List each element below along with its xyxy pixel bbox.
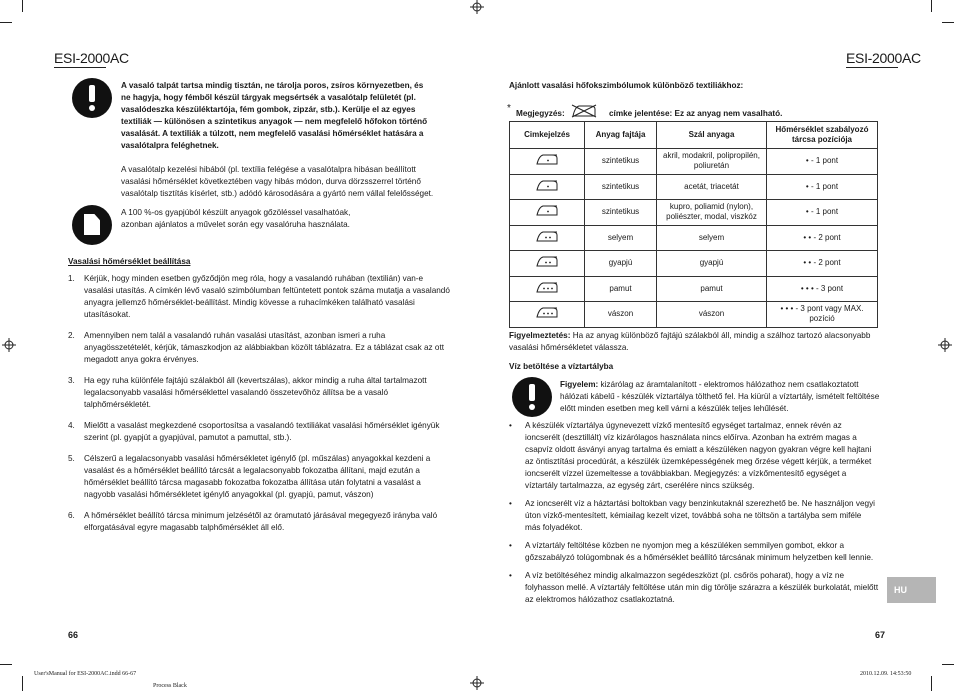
bullet: •	[509, 421, 512, 430]
crop-mark	[931, 676, 932, 691]
iron-symbol-icon	[535, 153, 559, 166]
note-page-icon	[72, 205, 112, 245]
iron-symbol-icon	[535, 255, 559, 268]
table-cell-type: pamut	[585, 276, 657, 302]
list-item	[68, 330, 450, 366]
table-cell-type: gyapjú	[585, 251, 657, 277]
registration-mark-icon	[938, 338, 952, 352]
column-header: Szál anyaga	[657, 122, 767, 149]
crop-mark	[22, 676, 23, 691]
left-header-model: ESI-2000AC	[54, 50, 129, 66]
list-item	[509, 570, 879, 606]
table-cell-position: • - 1 pont	[767, 149, 878, 175]
crop-mark	[22, 0, 23, 12]
table-cell-position: • • - 2 pont	[767, 251, 878, 277]
temperature-dot	[547, 287, 549, 289]
temperature-dot	[549, 262, 551, 264]
registration-mark-icon	[470, 0, 484, 14]
list-item	[68, 273, 450, 321]
sole-damage-disclaimer: A vasalótalp kezelési hibából (pl. textília felégése a vasalótalpra hibásan beállított vasalási hőmérséklet következtében vagy hibás módon, durva dörzsszerrel történő vasalótalp tisztítás kísérlet, stb.) adódó károsodására a gyártó nem vállal felelősséget.	[121, 165, 434, 198]
step-text: Kérjük, hogy minden esetben győződjön meg róla, hogy a vasalandó ruhában (textilián) van-e vasalási utasítás. A címkén lévő vasaló szimbólumban feltüntetett pontok száma mutatja a vasalandó anyagra jellemző hőmérséklet-beállítást. Mindig kövesse a ruhacímkéken található vasalási utasításokat.	[84, 274, 450, 319]
temperature-dot	[545, 236, 547, 238]
iron-symbol-icon	[535, 204, 559, 217]
step-text: Mielőtt a vasalást megkezdené csoportosítsa a vasalandó textiliákat vasalási hőmérséklet igényük szerint (pl. gyapjút a gyapjúval, pamutot a pamuttal, stb.).	[84, 421, 440, 442]
left-header-rule	[54, 67, 106, 68]
iron-symbol-icon	[535, 306, 559, 319]
iron-symbol-cell	[510, 225, 585, 251]
temperature-dot	[551, 287, 553, 289]
footer-file-info: User'sManual for ESI-2000AC.indd 66-67	[34, 671, 137, 677]
language-tab: HU	[887, 577, 936, 603]
table-cell-fiber: gyapjú	[657, 251, 767, 277]
table-cell-type: vászon	[585, 302, 657, 328]
table-row	[510, 200, 878, 226]
step-text: Ha egy ruha különféle fajtájú szálakból áll (kevertszálas), akkor mindig a ruha által tartalmazott legalacsonyabb vasalási hőmérséklettel vasalandó összetevőhöz állítsa be a vasaló talphőmérsékletét.	[84, 376, 427, 409]
table-row	[510, 149, 878, 175]
table-cell-fiber: pamut	[657, 276, 767, 302]
iron-symbol-cell	[510, 276, 585, 302]
table-cell-position: • • • - 3 pont	[767, 276, 878, 302]
list-item	[68, 510, 450, 534]
registration-mark-icon	[470, 676, 484, 690]
bullet-text: A víz betöltéséhez mindig alkalmazzon segédeszközt (pl. csőrös poharat), hogy a víz ne folyhasson mellé. A víztartály feltöltése után min dig törölje szárazra a készülék burkolatát, mielőtt az elektromos hálózathoz csatlakoztatná.	[525, 571, 879, 604]
iron-symbol-cell	[510, 200, 585, 226]
table-cell-position: • - 1 pont	[767, 200, 878, 226]
temperature-dot	[543, 313, 545, 315]
note-label: Megjegyzés:	[516, 109, 565, 118]
temperature-dot	[551, 313, 553, 315]
step-number: 6.	[68, 511, 75, 520]
table-cell-fiber: akril, modakril, polipropilén, poliuretán	[657, 149, 767, 175]
table-cell-type: selyem	[585, 225, 657, 251]
column-header: Hőmérséklet szabályozó tárcsa pozíciója	[767, 122, 878, 149]
temperature-dot	[547, 185, 549, 187]
warning-exclamation-icon	[512, 377, 552, 417]
temperature-dot	[547, 313, 549, 315]
warning-exclamation-icon	[72, 78, 112, 118]
bullet-text: Az ioncserélt víz a háztartási boltokban vagy benzinkutaknál szerezhető be. Ne használjon vegyi úton vízkő-mentesített, kémiailag kezelt vizet, továbbá soha ne töltsön a tartályba sem miféle más folyadékot.	[525, 499, 875, 532]
temperature-dot	[549, 236, 551, 238]
step-text: Amennyiben nem talál a vasalandó ruhán vasalási utasítást, azonban ismeri a ruha anyagösszetételét, kérjük, támaszkodjon az alábbiakban közölt táblázatra. Ez a táblázat csak az ott megadott anya gokra érvényes.	[84, 331, 444, 364]
temperature-dot	[547, 211, 549, 213]
list-item	[68, 453, 450, 501]
attention-label: Figyelem:	[560, 380, 599, 389]
attention-text: kizárólag az áramtalanított - elektromos hálózathoz nem csatlakoztatott hálózati kábelű - készülék víztartálya tölthető fel. Ha kiürül a víztartály, ismételt feltöltése előtt minden esetben meg kell várni a készülék teljes lehűlését.	[560, 380, 880, 413]
caution-label: Figyelmeztetés:	[509, 331, 571, 340]
wool-note: A 100 %-os gyapjúból készült anyagok gőzöléssel vasalhatóak, azonban ajánlatos a művelet során egy vasalóruha használata.	[121, 208, 351, 229]
table-header-row	[510, 122, 878, 149]
iron-symbol-icon	[535, 281, 559, 294]
bullet: •	[509, 571, 512, 580]
table-row	[510, 276, 878, 302]
list-item	[68, 375, 450, 411]
list-item	[509, 420, 879, 492]
crop-mark	[0, 22, 12, 23]
temperature-dot	[543, 287, 545, 289]
footer-color-info: Process Black	[153, 683, 187, 689]
step-number: 1.	[68, 274, 75, 283]
iron-symbol-cell	[510, 251, 585, 277]
iron-symbol-icon	[535, 179, 559, 192]
table-cell-fiber: selyem	[657, 225, 767, 251]
bullet: •	[509, 499, 512, 508]
water-filling-title: Víz betöltése a víztartályba	[509, 362, 614, 371]
ironing-temperature-table	[509, 121, 878, 328]
column-header: Cimkejelzés	[510, 122, 585, 149]
right-header-rule	[846, 67, 898, 68]
page-number-right: 67	[875, 630, 886, 640]
table-cell-fiber: acetát, triacetát	[657, 174, 767, 200]
table-cell-type: szintetikus	[585, 200, 657, 226]
crop-mark	[942, 22, 954, 23]
list-item	[68, 420, 450, 444]
temperature-steps-list	[68, 273, 450, 543]
bullet-text: A készülék víztartálya úgynevezett vízkő mentesítő egységet tartalmaz, ennek révén az ioncserélt (desztillált) víz kizárólagos használata nincs előírva. Azonban ha extrém magas a csapvíz oldott ásványi anyag tartalma és emiatt a készüléken nagyon gyakran végre kell hajtani az öntisztítási procedúrát, a készülék üzemképességének meg őrzése végett kérjük, a terméket ioncserélt vízzel üzemeltesse a továbbiakban. Megjegyzés: a vízkőmentesítő egységet a víztartály tartalmazza, az egység zárt, cserélére nincs szükség.	[525, 421, 872, 490]
table-cell-position: • - 1 pont	[767, 174, 878, 200]
step-number: 5.	[68, 454, 75, 463]
caution-paragraph	[509, 330, 879, 354]
table-cell-type: szintetikus	[585, 149, 657, 175]
step-number: 4.	[68, 421, 75, 430]
attention-paragraph	[560, 379, 880, 415]
table-row	[510, 302, 878, 328]
step-number: 2.	[68, 331, 75, 340]
table-cell-position: • • • - 3 pont vagy MAX. pozíció	[767, 302, 878, 328]
table-cell-type: szintetikus	[585, 174, 657, 200]
asterisk: *	[507, 103, 511, 114]
crop-mark	[0, 664, 12, 665]
footer-date: 2010.12.09. 14:53:50	[860, 671, 912, 677]
water-bullets-list	[509, 420, 879, 612]
iron-symbol-cell	[510, 174, 585, 200]
table-cell-fiber: vászon	[657, 302, 767, 328]
iron-symbol-cell	[510, 149, 585, 175]
column-header: Anyag fajtája	[585, 122, 657, 149]
table-row	[510, 251, 878, 277]
registration-mark-icon	[2, 338, 16, 352]
list-item	[509, 540, 879, 564]
sole-care-warning: A vasaló talpát tartsa mindig tisztán, ne tárolja poros, zsíros környezetben, és ne hagyja, hogy fémből készül tárgyak megsértsék a vasalótalp felületét (pl. vasalódeszka készüléktartója, fém gombok, zipzár, stb.). Kerülje el az egyes textiliák — különösen a szintetikus anyagok — nem megfelelő hőfokon történő vasalását. A textiliák a túlzott, nem megfelelő vasalási hőmérséklet hatására a vasalótalpra feléghetnek.	[121, 81, 428, 150]
step-number: 3.	[68, 376, 75, 385]
crop-mark	[931, 0, 932, 12]
no-iron-symbol-icon	[570, 104, 598, 118]
bullet: •	[509, 541, 512, 550]
bullet-text: A víztartály feltöltése közben ne nyomjon meg a készüléken semmilyen gombot, ekkor a gőzszabályzó tolúgombnak és a hőmérséklet beállító tárcsának minimum helyzetben kell lennie.	[525, 541, 874, 562]
temperature-dot	[545, 262, 547, 264]
right-header-model: ESI-2000AC	[846, 50, 921, 66]
table-intro: Ajánlott vasalási hőfokszimbólumok különböző textiliákhoz:	[509, 81, 744, 90]
temperature-dot	[547, 160, 549, 162]
step-text: A hőmérséklet beállító tárcsa minimum jelzésétől az óramutató járásával megegyező irányba való elforgatásával egyre magasabb talphőmérséklet áll elő.	[84, 511, 438, 532]
list-item	[509, 498, 879, 534]
step-text: Célszerű a legalacsonyabb vasalási hőmérsékletet igénylő (pl. műszálas) anyagokkal kezdeni a vasalást és a hőmérséklet beállító tárcsát a legalacsonyabb fokozatba állítani, majd ezután a hőmérséklet beállító tárcsa magasabb fokozatba fokozatba állítása után folytatni a vasalást a nagyobb vasalási hőmérsékletet igénylő anyagokkal (pl. gyapjú, pamut, vászon)	[84, 454, 431, 499]
table-row	[510, 225, 878, 251]
table-cell-position: • • - 2 pont	[767, 225, 878, 251]
note-text: címke jelentése: Ez az anyag nem vasalható.	[609, 109, 783, 118]
iron-symbol-cell	[510, 302, 585, 328]
crop-mark	[942, 664, 954, 665]
table-cell-fiber: kupro, poliamid (nylon), poliészter, modal, viszkóz	[657, 200, 767, 226]
page-number-left: 66	[68, 630, 79, 640]
caution-text: Ha az anyag különböző fajtájú szálakból áll, mindig a szálhoz tartozó alacsonyabb vasalási hőmérsékletet válassza.	[509, 331, 871, 352]
table-row	[510, 174, 878, 200]
section-title-temperature: Vasalási hőmérséklet beállítása	[68, 257, 191, 266]
iron-symbol-icon	[535, 230, 559, 243]
